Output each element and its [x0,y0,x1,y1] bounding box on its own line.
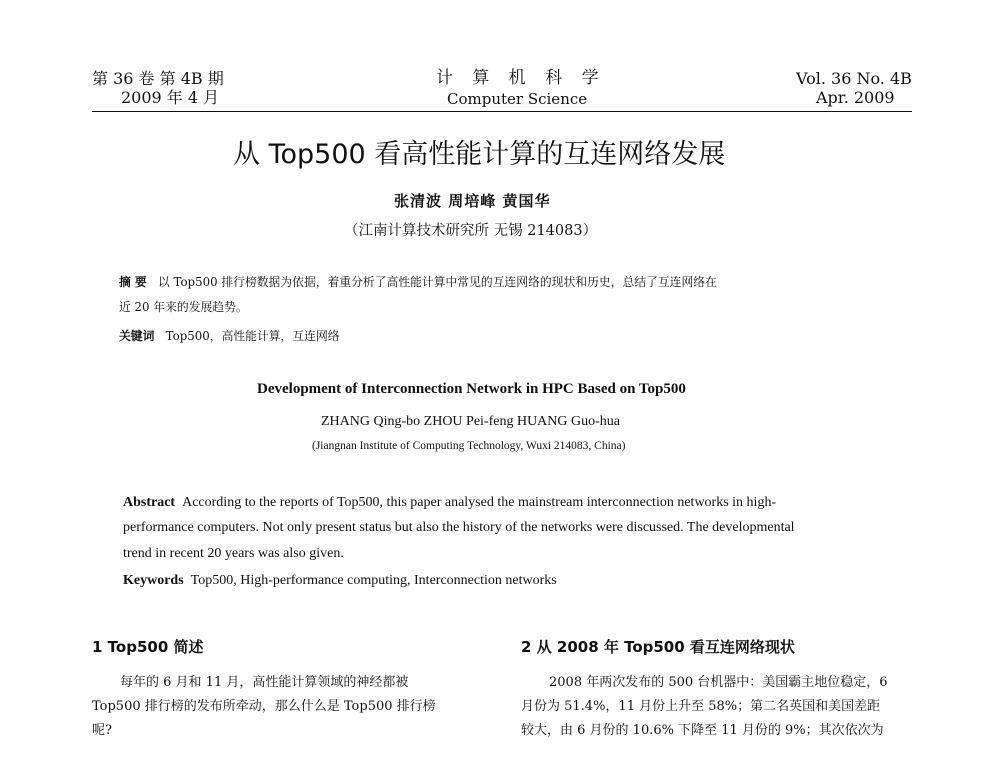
header-date-en: Apr. 2009 [816,88,895,107]
header-journal-en: Computer Science [447,90,588,108]
abstract-cn-text1: 以 Top500 排行榜数据为依据，着重分析了高性能计算中常见的互连网络的现状和历史，总结了互连网络在 [157,275,717,289]
abstract-cn-line2: 近 20 年来的发展趋势。 [119,300,248,314]
section1-heading: 1 Top500 简述 [92,638,204,656]
keywords-cn-text: Top500，高性能计算，互连网络 [165,329,340,343]
english-abstract-label: Abstract [123,495,176,510]
header-volume-en: Vol. 36 No. 4B [796,69,912,88]
english-keywords-label: Keywords [123,573,184,588]
english-keywords [123,567,557,594]
english-affiliation: (Jiangnan Institute of Computing Technology, Wuxi 214083, China) [312,440,626,452]
english-abstract-line1 [123,489,776,516]
abstract-cn-label: 摘 要 [119,275,147,289]
authors-cn: 张清波 周培峰 黄国华 [394,192,551,210]
section1-line3: 呢? [92,723,112,738]
section2-line3: 较大，由 6 月份的 10.6% 下降至 11 月份的 9%；其次依次为 [521,723,884,738]
section2-line2: 月份为 51.4%，11 月份上升至 58%；第二名英国和美国差距 [521,699,881,714]
english-abstract-text1: According to the reports of Top500, this paper analysed the mainstream interconnection networks in high- [182,495,777,510]
keywords-cn-label: 关键词 [119,329,155,343]
section1-line2: Top500 排行榜的发布所牵动，那么什么是 Top500 排行榜 [92,699,436,714]
paper-title: 从 Top500 看高性能计算的互连网络发展 [233,139,726,170]
section1-line1: 每年的 6 月和 11 月，高性能计算领域的神经都被 [120,675,409,690]
header-date-cn: 2009 年 4 月 [121,88,220,107]
abstract-cn-line1 [119,270,717,294]
section2-heading: 2 从 2008 年 Top500 看互连网络现状 [521,638,795,656]
english-abstract-line3: trend in recent 20 years was also given. [123,546,344,561]
header-volume-issue: 第 36 卷 第 4B 期 [92,69,224,88]
header-journal-cn: 计 算 机 科 学 [436,68,606,88]
header-rule [92,111,912,112]
english-abstract-line2: performance computers. Not only present status but also the history of the networks were discussed. The developmental [123,520,795,535]
english-keywords-text: Top500, High-performance computing, Interconnection networks [190,573,557,588]
section2-line1: 2008 年两次发布的 500 台机器中：美国霸主地位稳定，6 [549,675,888,690]
affiliation-cn: （江南计算技术研究所 无锡 214083） [344,223,598,239]
english-title: Development of Interconnection Network in HPC Based on Top500 [257,381,686,397]
keywords-cn [119,324,340,348]
english-authors: ZHANG Qing-bo ZHOU Pei-feng HUANG Guo-hua [321,414,621,429]
